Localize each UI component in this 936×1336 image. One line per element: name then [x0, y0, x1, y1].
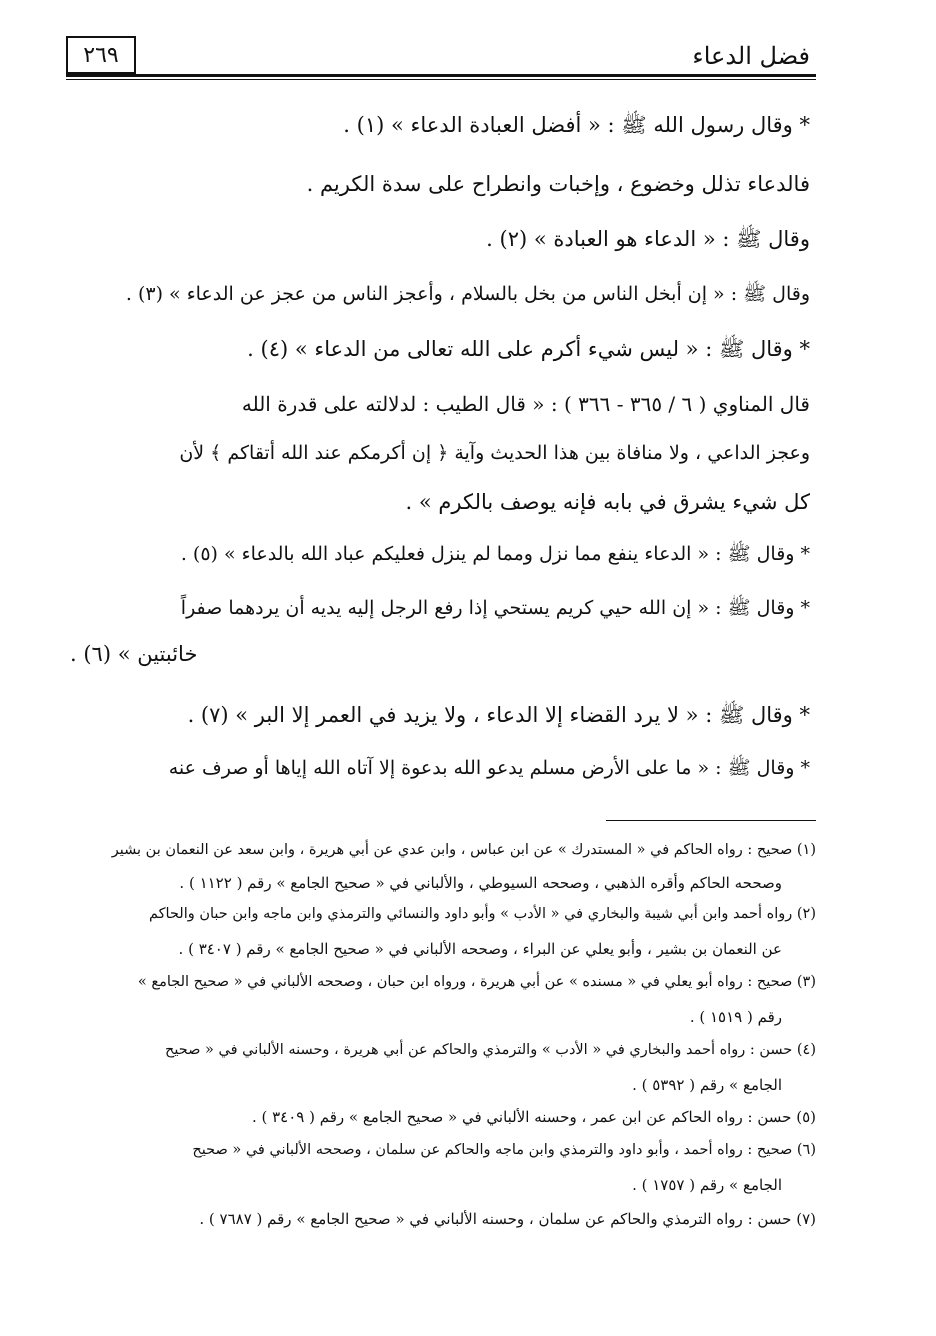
footnote-5: (٥) حسن : رواه الحاكم عن ابن عمر ، وحسنه الألباني في « صحيح الجامع » رقم ( ٣٤٠٩ ) .: [251, 1108, 816, 1126]
footnote-4-line-a: (٤) حسن : رواه أحمد والبخاري في « الأدب » والترمذي والحاكم عن أبي هريرة ، وحسنه الألباني في « صحيح: [165, 1042, 816, 1058]
hadith-line-5: * وقال ﷺ : « ليس شيء أكرم على الله تعالى من الدعاء » (٤) .: [247, 337, 810, 361]
text-line-2: فالدعاء تذلل وخضوع ، وإخبات وانطراح على سدة الكريم .: [306, 172, 810, 196]
footnote-3-line-b: رقم ( ١٥١٩ ) .: [689, 1008, 782, 1026]
hadith-line-10: * وقال ﷺ : « إن الله حيي كريم يستحي إذا رفع الرجل إليه يديه أن يردهما صفراً: [180, 597, 810, 619]
hadith-line-13: * وقال ﷺ : « ما على الأرض مسلم يدعو الله بدعوة إلا آتاه الله إياها أو صرف عنه: [168, 757, 810, 779]
footnote-1-line-b: وصححه الحاكم وأقره الذهبي ، وصححه السيوطي ، والألباني في « صحيح الجامع » رقم ( ١١٢٢ ) .: [179, 874, 782, 892]
commentary-line-6: قال المناوي ( ٦ / ٣٦٥ - ٣٦٦ ) : « قال الطيب : لدلالته على قدرة الله: [241, 392, 810, 416]
footnote-3-line-a: (٣) صحيح : رواه أبو يعلي في « مسنده » عن أبي هريرة ، ورواه ابن حبان ، وصححه الألباني في « صحيح الجامع »: [137, 974, 816, 990]
commentary-line-8: كل شيء يشرق في بابه فإنه يوصف بالكرم » .: [405, 490, 810, 514]
footnote-6-line-b: الجامع » رقم ( ١٧٥٧ ) .: [632, 1176, 782, 1194]
header-rule: [66, 74, 816, 77]
commentary-line-7: وعجز الداعي ، ولا منافاة بين هذا الحديث وآية ﴿ إن أكرمكم عند الله أتقاكم ﴾ لأن: [179, 442, 810, 464]
footnote-6-line-a: (٦) صحيح : رواه أحمد ، وأبو داود والترمذي وابن ماجه والحاكم عن سلمان ، وصححه الألباني في « صحيح: [192, 1142, 816, 1158]
footnote-2-line-b: عن النعمان بن بشير ، وأبو يعلي عن البراء ، وصححه الألباني في « صحيح الجامع » رقم ( ٣٤٠٧ ) .: [178, 940, 782, 958]
hadith-line-4: وقال ﷺ : « إن أبخل الناس من بخل بالسلام ، وأعجز الناس من عجز عن الدعاء » (٣) .: [125, 283, 810, 305]
header-rule-thin: [66, 79, 816, 80]
footnote-7: (٧) حسن : رواه الترمذي والحاكم عن سلمان ، وحسنه الألباني في « صحيح الجامع » رقم ( ٧٦٨٧ ) .: [199, 1210, 816, 1228]
footnote-4-line-b: الجامع » رقم ( ٥٣٩٢ ) .: [632, 1076, 782, 1094]
footnote-separator: [606, 820, 816, 821]
page-number-box: ٢٦٩: [66, 36, 136, 74]
hadith-line-12: * وقال ﷺ : « لا يرد القضاء إلا الدعاء ، ولا يزيد في العمر إلا البر » (٧) .: [187, 703, 810, 727]
hadith-line-9: * وقال ﷺ : « الدعاء ينفع مما نزل ومما لم ينزل فعليكم عباد الله بالدعاء » (٥) .: [180, 543, 810, 565]
hadith-line-3: وقال ﷺ : « الدعاء هو العبادة » (٢) .: [486, 227, 810, 251]
footnote-1-line-a: (١) صحيح : رواه الحاكم في « المستدرك » عن ابن عباس ، وابن عدي عن أبي هريرة ، وابن سعد عن النعمان بن بشير: [111, 842, 816, 858]
hadith-line-1: * وقال رسول الله ﷺ : « أفضل العبادة الدعاء » (١) .: [343, 113, 810, 137]
running-header-title: فضل الدعاء: [692, 42, 810, 70]
hadith-line-11: خائبتين » (٦) .: [70, 642, 198, 666]
footnote-2-line-a: (٢) رواه أحمد وابن أبي شيبة والبخاري في « الأدب » وأبو داود والنسائي والترمذي وابن ماجه وابن حبان والحاكم: [148, 906, 816, 922]
